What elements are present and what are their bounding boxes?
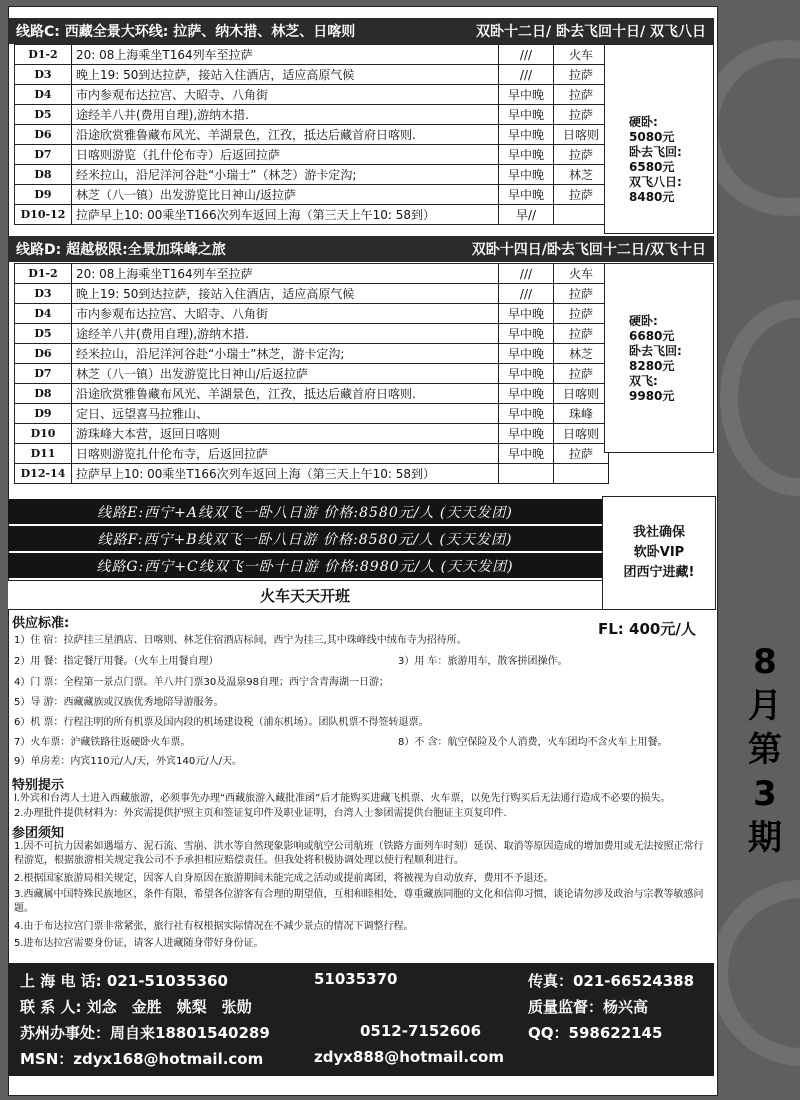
msn-address-2: zdyx888@hotmail.com	[314, 1048, 504, 1066]
route-e-bar: 线路E:西宁+A线双飞一卧八日游 价格:8580元/人 (天天发团)	[8, 499, 602, 524]
route-c-header	[8, 18, 714, 44]
promo-line: 软卧VIP	[633, 545, 685, 560]
table-row: D4 市内参观布达拉宫、大昭寺、八角街 早中晚 拉萨	[15, 304, 609, 324]
route-c-price-box	[604, 44, 714, 234]
tip-item: 2.办理批件提供材料为：外宾需提供护照主页和签证复印件及职业证明，台湾人士参团需提供台胞证主页复印件.	[14, 808, 507, 819]
standard-item: 7）火车票：沪藏铁路往返硬卧火车票。	[14, 737, 191, 748]
price-value: 9980元	[629, 389, 675, 403]
route-c-itinerary	[14, 44, 609, 225]
contact-block	[8, 963, 714, 1076]
standards-title: 供应标准:	[12, 616, 70, 631]
promo-line: 我社确保	[632, 525, 685, 540]
table-row: D4 市内参观布达拉宫、大昭寺、八角街 早中晚 拉萨	[15, 85, 609, 105]
standard-item: 3）用 车：旅游用车，散客拼团操作。	[398, 656, 568, 667]
price-value: 8480元	[629, 190, 675, 204]
route-c-subtitle: 双卧十二日/ 卧去飞回十日/ 双飞八日	[476, 24, 706, 40]
price-value: 5080元	[629, 130, 675, 144]
msn-address: MSN：zdyx168@hotmail.com	[20, 1050, 264, 1068]
table-row: D5 途经羊八井(费用自理),游纳木措. 早中晚 拉萨	[15, 105, 609, 125]
route-c-title: 线路C: 西藏全景大环线: 拉萨、纳木措、林芝、日喀则	[16, 24, 356, 40]
table-row: D6 经米拉山，沿尼洋河谷赴“小瑞士”林芝，游卡定沟; 早中晚 林芝	[15, 344, 609, 364]
price-label: 卧去飞回:	[629, 344, 682, 358]
route-d-subtitle: 双卧十四日/卧去飞回十二日/双飞十日	[471, 242, 706, 258]
swirl-ornament	[720, 300, 800, 496]
table-row: D1-2 20: 08上海乘坐T164列车至拉萨 /// 火车	[15, 264, 609, 284]
table-row: D1-2 20: 08上海乘坐T164列车至拉萨 /// 火车	[15, 45, 609, 65]
table-row: D9 林芝（八一镇）出发游览比日神山/返拉萨 早中晚 拉萨	[15, 185, 609, 205]
table-row: D3 晚上19: 50到达拉萨，接站入住酒店，适应高原气候 /// 拉萨	[15, 65, 609, 85]
promo-box	[602, 496, 716, 610]
standard-item: 1）住 宿：拉萨挂三星酒店、日喀则、林芝住宿酒店标间，西宁为挂三,其中珠峰线中绒布寺为招待所。	[14, 635, 467, 646]
table-row: D8 沿途欣赏雅鲁藏布风光、羊湖景色，江孜，抵达后藏首府日喀则. 早中晚 日喀则	[15, 384, 609, 404]
notice-item: 3.西藏属中国特殊民族地区，条件有限，希望各位游客有合理的期望值，互相和睦相处，尊重藏族同胞的文化和信仰习惯，谈论请勿涉及政治与宗教等敏感问题。	[14, 889, 704, 914]
fl-price: FL: 400元/人	[598, 620, 696, 638]
notice-item: 5.进布达拉宫需要身份证，请客人进藏随身带好身份证。	[14, 938, 264, 949]
notice-item: 1.因不可抗力因素如遇塌方、泥石流、雪崩、洪水等自然现象影响或航空公司航班（铁路方面列车时刻）延误、取消等原因造成的增加费用或无法按照正常行程游览，根据旅游相关规定我公司不予承担相应赔偿责任。但我处将积极协调处理以使行程顺利进行。	[14, 841, 704, 866]
suzhou-phone: 0512-7152606	[360, 1022, 482, 1040]
standard-item: 4）门 票：全程第一景点门票。羊八井门票30及温泉98自理；西宁含青海湖一日游；	[14, 677, 389, 688]
price-value: 6580元	[629, 160, 675, 174]
standard-item: 6）机 票：行程注明的所有机票及国内段的机场建设税（浦东机场）。团队机票不得签转退票。	[14, 717, 429, 728]
table-row: D7 日喀则游览（扎什伦布寺）后返回拉萨 早中晚 拉萨	[15, 145, 609, 165]
notice-title: 参团须知	[12, 826, 65, 841]
price-value: 8280元	[629, 359, 675, 373]
standard-item: 5）导 游：西藏藏族或汉族优秀地陪导游服务。	[14, 697, 224, 708]
promo-line: 团西宁进藏!	[623, 565, 695, 580]
shanghai-phone: 上 海 电 话: 021-51035360	[20, 972, 228, 990]
fax-number: 传真：021-66524388	[528, 972, 695, 990]
issue-label: 8 月 第 3 期	[748, 642, 782, 858]
suzhou-office: 苏州办事处：周自来18801540289	[20, 1024, 270, 1042]
notice-item: 2.根据国家旅游局相关规定，因客人自身原因在旅游期间未能完成之活动或提前离团，将被视为自动放弃，费用不予退还。	[14, 873, 554, 884]
table-row: D11 日喀则游览扎什伦布寺，后返回拉萨 早中晚 拉萨	[15, 444, 609, 464]
swirl-ornament	[710, 880, 800, 1066]
daily-train-banner: 火车天天开班	[8, 580, 602, 610]
table-row: D7 林芝（八一镇）出发游览比日神山/后返拉萨 早中晚 拉萨	[15, 364, 609, 384]
standard-item: 9）单房差：内宾110元/人/天，外宾140元/人/天。	[14, 756, 243, 767]
tips-title: 特别提示	[12, 778, 65, 793]
price-label: 硬卧:	[629, 314, 658, 328]
qq-number: QQ：598622145	[528, 1024, 663, 1042]
table-row: D3 晚上19: 50到达拉萨，接站入住酒店，适应高原气候 /// 拉萨	[15, 284, 609, 304]
table-row: D12-14 拉萨早上10: 00乘坐T166次列车返回上海（第三天上午10: 58到）	[15, 464, 609, 484]
table-row: D8 经米拉山，沿尼洋河谷赴“小瑞士”（林芝）游卡定沟; 早中晚 林芝	[15, 165, 609, 185]
price-value: 6680元	[629, 329, 675, 343]
price-label: 卧去飞回:	[629, 145, 682, 159]
table-row: D10 游珠峰大本营，返回日喀则 早中晚 日喀则	[15, 424, 609, 444]
table-row: D5 途经羊八井(费用自理),游纳木措. 早中晚 拉萨	[15, 324, 609, 344]
tip-item: l.外宾和台湾人士进入西藏旅游，必须事先办理“西藏旅游入藏批准函”后才能购买进藏飞机票、火车票，以免先行购买后无法通行造成不必要的损失。	[14, 793, 671, 804]
table-row: D6 沿途欣赏雅鲁藏布风光、羊湖景色，江孜，抵达后藏首府日喀则. 早中晚 日喀则	[15, 125, 609, 145]
route-g-bar: 线路G:西宁+C线双飞一卧十日游 价格:8980元/人 (天天发团)	[8, 553, 602, 578]
price-label: 双飞:	[629, 374, 658, 388]
shanghai-phone-2: 51035370	[314, 970, 398, 988]
price-label: 双飞八日:	[629, 175, 682, 189]
contact-persons: 联 系 人: 刘念 金胜 姚梨 张勋	[20, 998, 252, 1016]
route-d-title: 线路D: 超越极限:全景加珠峰之旅	[16, 242, 226, 258]
notice-item: 4.由于布达拉宫门票非常紧张，旅行社有权根据实际情况在不减少景点的情况下调整行程。	[14, 921, 414, 932]
route-f-bar: 线路F:西宁+B线双飞一卧八日游 价格:8580元/人 (天天发团)	[8, 526, 602, 551]
quality-supervisor: 质量监督：杨兴高	[528, 998, 649, 1016]
standard-item: 8）不 含：航空保险及个人消费，火车团均不含火车上用餐。	[398, 737, 668, 748]
route-d-price-box	[604, 263, 714, 453]
route-d-header	[8, 236, 714, 262]
route-d-itinerary	[14, 263, 609, 484]
table-row: D9 定日、远望喜马拉雅山、 早中晚 珠峰	[15, 404, 609, 424]
price-label: 硬卧:	[629, 115, 658, 129]
standard-item: 2）用 餐：指定餐厅用餐。（火车上用餐自理）	[14, 656, 219, 667]
table-row: D10-12 拉萨早上10: 00乘坐T166次列车返回上海（第三天上午10: 58到） 早//	[15, 205, 609, 225]
